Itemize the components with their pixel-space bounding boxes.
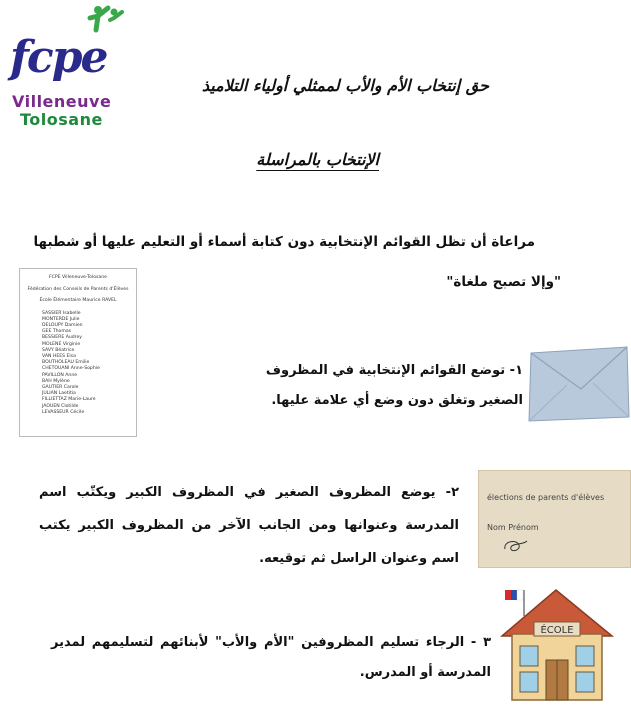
ballot-name: VAN HEES Elsa [42, 354, 76, 360]
ballot-name: FILLIETTAZ Marie-Laure [42, 397, 96, 403]
step-2-text: ٢- يوضع المظروف الصغير في المظروف الكبير ويكتّب اسم المدرسة وعنوانها ومن الجانب الآخر من المظروف الكبير يكتب اسم وعنوان الراسل ثم توقيعه. [39, 485, 459, 566]
large-envelope [478, 470, 631, 568]
ballot-names [20, 311, 136, 416]
ballot-name: BESSIERE Audrey [42, 335, 83, 341]
ballot-name: GEE Thomas [42, 329, 72, 335]
note-line-1: مراعاة أن تظل القوائم الإنتخابية دون كتابة أسماء أو التعليم عليها أو شطبها [33, 234, 535, 250]
ballot-header-1: FCPE Villeneuve-Tolosane [49, 275, 107, 280]
ballot-name: BOUTHOLEAU Emilie [42, 360, 90, 366]
logo-city-line1: Villeneuve [12, 92, 112, 111]
school-sign-label: ÉCOLE [540, 625, 574, 636]
page-title: حق إنتخاب الأم والأب لممثلي أولياء التلاميذ [201, 76, 489, 95]
note-line-2: "وإلا تصبح ملغاة" [446, 274, 561, 290]
ballot-name: JAOUEN Clotilde [42, 403, 79, 409]
ballot-name: LEVASSEUR Cécile [42, 409, 85, 415]
ballot-name: BAH Mylène [42, 378, 70, 384]
envelope-icon [527, 345, 631, 423]
signature-icon [501, 535, 531, 555]
ballot-name: MONTERDE Julie [42, 316, 80, 322]
page-subtitle: الإنتخاب بالمراسلة [256, 150, 379, 169]
ballot-name: JULIAN Laetitia [42, 391, 76, 397]
logo-city-line2: Tolosane [20, 110, 103, 129]
ballot-name: MOLENE Virginie [42, 341, 81, 347]
ballot-name: GAUTIER Carole [42, 385, 79, 391]
logo-brand: fcpe [10, 32, 107, 83]
ballot-header-2: Fédération des Conseils de Parents d'Élèves [27, 287, 129, 293]
fcpe-logo [8, 4, 126, 132]
ballot-name: PAVILLON Anne [42, 372, 78, 378]
ballot-name: SASSIER Isabelle [42, 310, 81, 316]
ballot-list [19, 268, 137, 437]
ballot-name: CHETOUANI Anne-Sophie [42, 366, 100, 372]
ballot-header-3: École Élémentaire Maurice RAVEL [39, 298, 117, 304]
envelope-label-name: Nom Prénom [487, 523, 539, 532]
envelope-label-elections: élections de parents d'élèves [487, 493, 605, 502]
school-icon [498, 586, 616, 704]
step-3-text: ٣ - الرجاء تسليم المظروفين "الأم والأب" لأبنائهم لتسليمهم لمدير المدرسة أو المدرس. [51, 635, 491, 680]
ballot-name: DELOUPY Damien [42, 323, 83, 329]
ballot-name: SAVY Béatrice [42, 347, 75, 353]
step-1-text: ١- توضع القوائم الإنتخابية في المظروف الصغير وتغلق دون وضع أي علامة عليها. [265, 363, 523, 408]
